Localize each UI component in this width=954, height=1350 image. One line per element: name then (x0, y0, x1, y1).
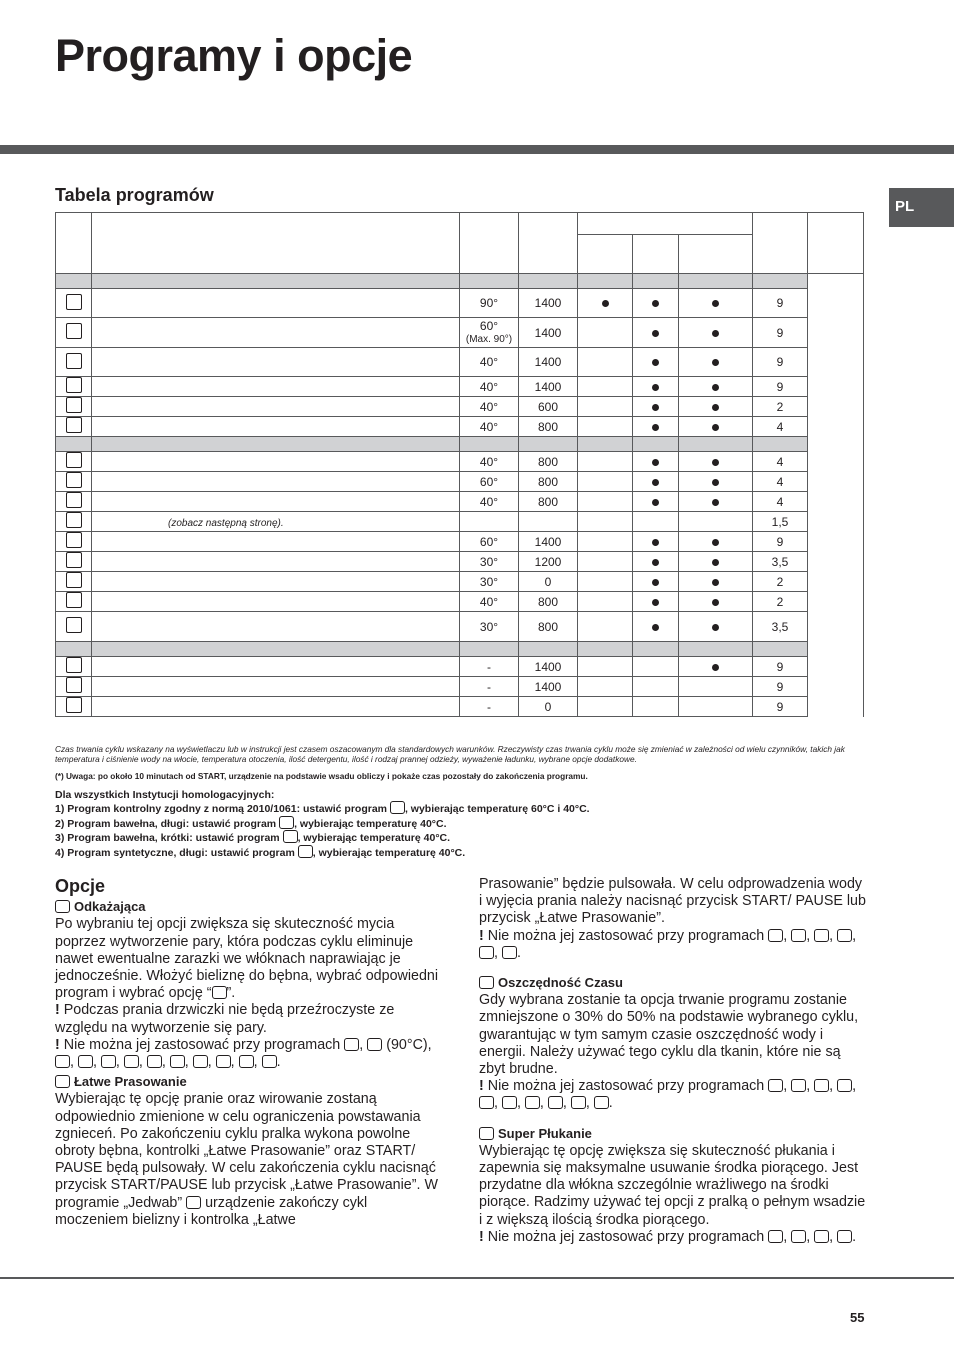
max-load: 3,5 (771, 619, 789, 634)
option-warning: Nie można jej zastosować przy programach (483, 927, 765, 944)
temperature: 40° (479, 594, 499, 609)
option-warning: Nie można jej zastosować przy programach (483, 1228, 765, 1245)
header-cell (56, 213, 92, 274)
header-cell (578, 235, 633, 274)
spin-speed: 600 (537, 399, 559, 414)
detergent-dot (712, 404, 719, 411)
baby-icon (814, 1079, 829, 1092)
program-icon (66, 417, 82, 433)
table-row (56, 532, 864, 552)
options-heading: Opcje (55, 876, 106, 896)
temperature: 60° (479, 534, 499, 549)
program-icon (66, 452, 82, 468)
temperature: 40° (479, 379, 499, 394)
max-load: 9 (776, 325, 784, 340)
program-note: (zobacz następną stronę). (168, 517, 284, 529)
steam-icon (55, 900, 70, 913)
max-load: 4 (776, 474, 784, 489)
star-note: (*) Uwaga: po około 10 minutach od START, urządzenie na podstawie wsadu obliczy i pokaże czas pozostały do zakończenia programu. (55, 771, 588, 781)
detergent-dot (712, 499, 719, 506)
option-warning: Nie można jej zastosować przy programach (483, 1078, 765, 1095)
max-load: 2 (776, 574, 784, 589)
detergent-dot (712, 579, 719, 586)
silk-icon (147, 1055, 162, 1068)
max-load: 4 (776, 419, 784, 434)
option-title: Super Płukanie (497, 1125, 592, 1141)
max-load: 1,5 (771, 514, 789, 529)
program-table (55, 212, 864, 717)
program-icon (66, 492, 82, 508)
cotton-icon (344, 1038, 359, 1051)
program-icon (66, 617, 82, 633)
spin-icon (239, 1055, 254, 1068)
header-cell (92, 213, 460, 274)
homolog-line-2: 2) Program bawełna, długi: ustawić program , wybierając temperaturę 40°C. (55, 818, 447, 830)
rinse-icon (479, 1127, 494, 1140)
detergent-dot (712, 599, 719, 606)
detergent-dot (712, 330, 719, 337)
table-heading: Tabela programów (55, 185, 214, 205)
table-row (56, 377, 864, 397)
max-load: 9 (776, 679, 784, 694)
option-text: Prasowanie” będzie pulsowała. W celu odprowadzenia wody i wyjęcia prania należy nacisnąć przycisk START/ PAUSE lub przycisk „Łatwe Prasowanie”. (479, 876, 866, 927)
detergent-dot (652, 384, 659, 391)
drain-icon (502, 946, 517, 959)
detergent-dot (712, 624, 719, 631)
rinse-icon (548, 1096, 563, 1109)
spin-speed: 800 (537, 419, 559, 434)
detergent-dot (652, 404, 659, 411)
homolog-line-4: 4) Program syntetyczne, długi: ustawić program , wybierając temperaturę 40°C. (55, 847, 466, 859)
language-tab: PL (889, 188, 954, 227)
steam-icon (212, 986, 227, 999)
spin-speed: 0 (544, 699, 552, 714)
table-row (56, 492, 864, 512)
spin-speed: 800 (537, 619, 559, 634)
program-icon (66, 572, 82, 588)
synthetic-icon (298, 845, 313, 858)
table-row (56, 552, 864, 572)
cotton-icon (283, 830, 298, 843)
detergent-dot (652, 459, 659, 466)
section-band (56, 274, 864, 289)
easy-iron-icon (124, 1055, 139, 1068)
spin-speed: 1400 (534, 296, 562, 310)
drain-icon (262, 1055, 277, 1068)
time-saver-icon (479, 976, 494, 989)
max-load: 4 (776, 494, 784, 509)
program-icon (66, 323, 82, 339)
option-text: Wybierając tę opcję pranie oraz wirowanie zostaną odpowiednio zmienione w celu ograniczenia powstawania zgnieceń. Po zakończeniu cyklu pralka wykona powolne obroty bębna, kontrolki „Łatwe Prasowanie” oraz START/ PAUSE będą pulsowały. W celu zakończenia cyklu nacisnąć przycisk START/PAUSE lub przycisk „Łatwe Prasowanie”. W programie „Jedwab” (55, 1091, 438, 1211)
option-text: Gdy wybrana zostanie ta opcja trwanie programu zostanie zmniejszone o 30% do 50% na podstawie wybranego cyklu, gwarantując w tym samym czasie oszczędność wody i energii. Należy używać tego cyklu dla tkanin, które nie są zbyt brudne. (479, 992, 859, 1078)
table-row (56, 289, 864, 318)
sport-icon (525, 1096, 540, 1109)
spin-speed: 1400 (534, 659, 562, 674)
max-load: 3,5 (771, 554, 789, 569)
page-number: 55 (850, 1310, 865, 1325)
steam-icon (768, 1230, 783, 1243)
table-row (56, 657, 864, 677)
temperature: - (487, 679, 491, 694)
top-divider (0, 145, 954, 154)
temperature: 60° (479, 319, 499, 333)
30min-icon (791, 1230, 806, 1243)
table-row (56, 452, 864, 472)
cotton-icon (279, 816, 294, 829)
max-load: 9 (776, 534, 784, 549)
homolog-line-1: 1) Program kontrolny zgodny z normą 2010/1061: ustawić program , wybierając temperaturę 60°C i 40°C. (55, 803, 590, 815)
program-icon (66, 592, 82, 608)
detergent-dot (652, 330, 659, 337)
temperature: 40° (479, 355, 499, 369)
table-row (56, 348, 864, 377)
option-warning: Nie można jej zastosować przy programach (59, 1036, 341, 1053)
temperature: 90° (479, 296, 499, 310)
cycle-time-note: Czas trwania cyklu wskazany na wyświetlaczu lub w instrukcji jest czasem oszacowanym dla standardowych warunków. Rzeczywisty czas trwania cyklu może się zmieniać w zależności od wielu czynników, takich jak temperatura i ciśnienie wody na włocie, temperatura otoczenia, ilość detergentu, ilość i rodzaj prannej odzieży, wyważenie ładunku, wybrane opcje dodatkowe. (55, 744, 845, 764)
baby-icon (814, 929, 829, 942)
program-icon (66, 353, 82, 369)
detergent-dot (652, 300, 659, 307)
header-cell (808, 213, 864, 274)
temperature: 30° (479, 619, 499, 634)
detergent-dot (652, 479, 659, 486)
max-load: 9 (776, 355, 784, 369)
option-text: Wybierając tę opcję zwiększa się skuteczność płukania i zapewnia się maksymalne usuwanie środka piorącego. Jest przydatne dla włókna szczególnie wrażliwego na środki piorące. Radzimy używać tej opcji z pralką o pełnym wsadzie i z większą ilością środka piorącego. (479, 1142, 866, 1228)
detergent-dot (712, 559, 719, 566)
spin-speed: 1400 (534, 325, 562, 340)
detergent-dot (712, 664, 719, 671)
table-row (56, 318, 864, 348)
detergent-dot (652, 599, 659, 606)
table-row (56, 697, 864, 717)
options-left-column: Opcje Odkażająca Po wybraniu tej opcji zwiększa się skuteczność mycia poprzez wytworzenie pary, która podczas cyklu eliminuje nawet ewentualne zarazki we włóknach naprawiając je jednocześnie. Włożyć bieliznę do bębna, wybrać odpowiedni program i wybrać opcję “ ”. ! Podczas prania drzwiczki nie będą przeźroczyste ze względu na wytworzenie się pary. ! Nie można jej zastosować przy programach , (90°C), , , , , , , , , , . Łatwe Prasowanie Wybierając tę opcję pranie oraz wirowanie zostaną odpowiednio zmienione w celu ograniczenia powstawania zgnieceń. Po zakończeniu cyklu pralka wykona powolne obroty bębna, kontrolki „Łatwe Prasowanie” oraz START/ PAUSE będą pulsowały. W celu zakończenia cyklu nacisnąć przycisk START/PAUSE lub przycisk „Łatwe Prasowanie”. W programie „Jedwab” urządzenie zakończy cykl moczeniem bielizny i kontrolka „Łatwe (55, 876, 439, 1228)
temperature: 60° (479, 474, 499, 489)
table-row (56, 612, 864, 642)
option-title: Łatwe Prasowanie (73, 1074, 187, 1090)
duvet-icon (78, 1055, 93, 1068)
option-title: Odkażająca (73, 899, 146, 915)
30min-icon (791, 929, 806, 942)
30min-icon (193, 1055, 208, 1068)
detergent-dot (652, 539, 659, 546)
header-cell (578, 213, 753, 235)
spin-speed: 1200 (534, 554, 562, 569)
easy-iron-icon (55, 1075, 70, 1088)
spin-speed: 0 (544, 574, 552, 589)
bottom-divider (0, 1277, 954, 1279)
detergent-dot (712, 459, 719, 466)
temperature: - (487, 659, 491, 674)
header-cell (679, 235, 753, 274)
duvet-icon (791, 1079, 806, 1092)
section-band (56, 642, 864, 657)
steam-icon (837, 1079, 852, 1092)
spin-icon (479, 946, 494, 959)
detergent-dot (652, 359, 659, 366)
max-load: 4 (776, 454, 784, 469)
header-cell (753, 213, 808, 274)
detergent-dot (652, 499, 659, 506)
program-icon (66, 697, 82, 713)
sport-icon (837, 929, 852, 942)
option-title: Oszczędność Czasu (497, 975, 623, 991)
sport-icon (170, 1055, 185, 1068)
spin-speed: 800 (537, 594, 559, 609)
spin-speed: 1400 (534, 679, 562, 694)
rinse-icon (216, 1055, 231, 1068)
homolog-line-3: 3) Program bawełna, krótki: ustawić program , wybierając temperaturę 40°C. (55, 832, 451, 844)
temperature-max: (Max. 90°) (465, 334, 513, 345)
program-icon (66, 294, 82, 310)
spin-speed: 1400 (534, 534, 562, 549)
spin-icon (814, 1230, 829, 1243)
table-row (56, 417, 864, 437)
steam-icon (768, 929, 783, 942)
cotton-icon (367, 1038, 382, 1051)
section-band (56, 437, 864, 452)
table-row (56, 472, 864, 492)
detergent-dot (712, 384, 719, 391)
page-title: Programy i opcje (55, 30, 413, 81)
detergent-dot (652, 579, 659, 586)
spin-speed: 800 (537, 474, 559, 489)
program-icon (66, 472, 82, 488)
header-cell (460, 213, 519, 274)
header-cell (633, 235, 679, 274)
program-icon (66, 377, 82, 393)
spin-icon (571, 1096, 586, 1109)
option-text: Po wybraniu tej opcji zwiększa się skuteczność mycia poprzez wytworzenie pary, która podczas cyklu eliminuje nawet ewentualne zarazki we włóknach naprawiając je jednocześnie. Włożyć bieliznę do bębna, wybrać odpowiedni program i wybrać opcję “ (55, 916, 439, 1002)
program-icon (66, 397, 82, 413)
homolog-title: Dla wszystkich Instytucji homologacyjnych: (55, 789, 275, 801)
spin-speed: 1400 (534, 379, 562, 394)
program-icon (66, 552, 82, 568)
spin-speed: 800 (537, 454, 559, 469)
max-load: 9 (776, 699, 784, 714)
easy-iron-icon (479, 1096, 494, 1109)
temperature: 40° (479, 454, 499, 469)
max-load: 2 (776, 594, 784, 609)
table-row (56, 572, 864, 592)
silk-icon (502, 1096, 517, 1109)
program-icon (66, 657, 82, 673)
program-icon (66, 532, 82, 548)
detergent-dot (712, 300, 719, 307)
max-load: 9 (776, 659, 784, 674)
steam-icon (101, 1055, 116, 1068)
temperature: 40° (479, 399, 499, 414)
cotton-icon (390, 801, 405, 814)
wool-icon (768, 1079, 783, 1092)
temperature: 30° (479, 554, 499, 569)
detergent-dot (602, 300, 609, 307)
max-load: 9 (776, 379, 784, 394)
detergent-dot (652, 424, 659, 431)
max-load: 9 (776, 296, 784, 310)
table-row (56, 677, 864, 697)
spin-speed: 800 (537, 494, 559, 509)
max-load: 2 (776, 399, 784, 414)
drain-icon (837, 1230, 852, 1243)
options-right-column: Prasowanie” będzie pulsowała. W celu odprowadzenia wody i wyjęcia prania należy nacisnąć przycisk START/ PAUSE lub przycisk „Łatwe Prasowanie”. ! Nie można jej zastosować przy programach , , , , , . Oszczędność Czasu Gdy wybrana zostanie ta opcja trwanie programu zostanie zmniejszone o 30% do 50% na podstawie wybranego cyklu, gwarantując w tym samym czasie oszczędność wody i energii. Należy używać tego cyklu dla tkanin, które nie są zbyt brudne. ! Nie można jej zastosować przy programach , , , , , , , , , . Super Płukanie Wybierając tę opcję zwiększa się skuteczność płukania i zapewnia się maksymalne usuwanie środka piorącego. Jest przydatne dla włókna szczególnie wrażliwego na środki piorące. Radzimy używać tej opcji z pralką o pełnym wsadzie i z większą ilością środka piorącego. ! Nie można jej zastosować przy programach , , , . (479, 876, 869, 1246)
header-cell (519, 213, 578, 274)
option-warning: Podczas prania drzwiczki nie będą przeźroczyste ze względu na wytworzenie się pary. (55, 1002, 395, 1036)
wool-icon (55, 1055, 70, 1068)
detergent-dot (652, 624, 659, 631)
table-row (56, 592, 864, 612)
detergent-dot (712, 424, 719, 431)
temperature: - (487, 699, 491, 714)
detergent-dot (712, 359, 719, 366)
table-row (56, 397, 864, 417)
table-row (56, 512, 864, 532)
spin-speed: 1400 (534, 355, 562, 369)
silk-icon (186, 1196, 201, 1209)
drain-icon (594, 1096, 609, 1109)
detergent-dot (712, 539, 719, 546)
temperature: 30° (479, 574, 499, 589)
temperature: 40° (479, 419, 499, 434)
program-icon (66, 677, 82, 693)
detergent-dot (652, 559, 659, 566)
detergent-dot (712, 479, 719, 486)
program-icon (66, 512, 82, 528)
temperature: 40° (479, 494, 499, 509)
